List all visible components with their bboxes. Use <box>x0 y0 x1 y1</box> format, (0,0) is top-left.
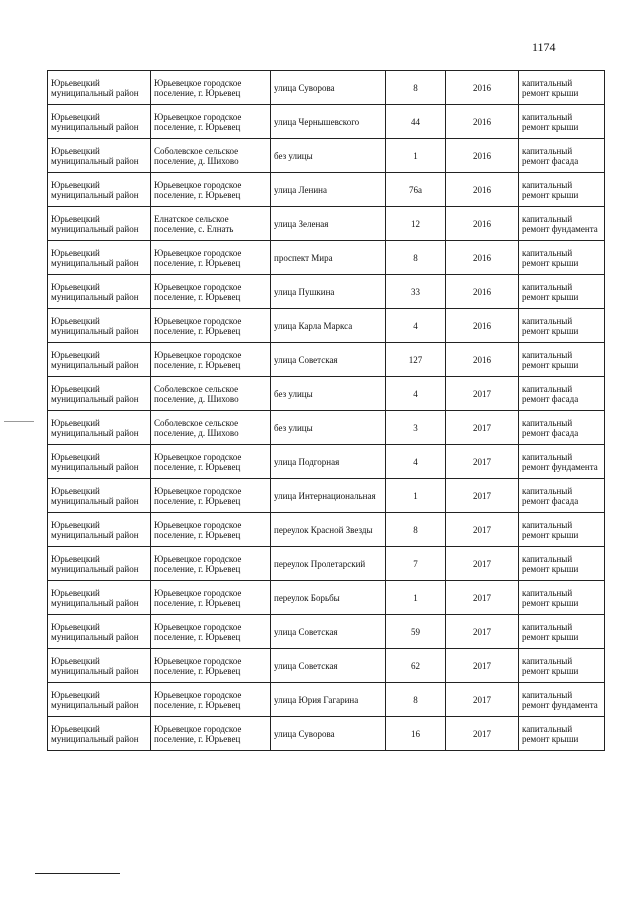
house-number-cell: 8 <box>386 241 446 275</box>
settlement-cell: Юрьевецкое городское поселение, г. Юрьевец <box>151 683 271 717</box>
settlement-cell: Юрьевецкое городское поселение, г. Юрьевец <box>151 275 271 309</box>
work-type-cell: капитальный ремонт крыши <box>519 275 605 309</box>
settlement-cell: Юрьевецкое городское поселение, г. Юрьевец <box>151 105 271 139</box>
settlement-cell: Соболевское сельское поселение, д. Шихово <box>151 411 271 445</box>
municipal-area-cell: Юрьевецкий муниципальный район <box>48 683 151 717</box>
table-row <box>48 615 605 649</box>
work-type-cell: капитальный ремонт фасада <box>519 411 605 445</box>
work-type-cell: капитальный ремонт крыши <box>519 173 605 207</box>
settlement-cell: Юрьевецкое городское поселение, г. Юрьевец <box>151 615 271 649</box>
table-row <box>48 411 605 445</box>
table-row <box>48 581 605 615</box>
street-cell: без улицы <box>271 411 386 445</box>
municipal-area-cell: Юрьевецкий муниципальный район <box>48 445 151 479</box>
work-type-cell: капитальный ремонт крыши <box>519 615 605 649</box>
table-row <box>48 207 605 241</box>
year-cell: 2016 <box>446 71 519 105</box>
municipal-area-cell: Юрьевецкий муниципальный район <box>48 649 151 683</box>
table-row <box>48 241 605 275</box>
street-cell: улица Ленина <box>271 173 386 207</box>
street-cell: улица Подгорная <box>271 445 386 479</box>
house-number-cell: 62 <box>386 649 446 683</box>
settlement-cell: Юрьевецкое городское поселение, г. Юрьевец <box>151 581 271 615</box>
street-cell: улица Интернациональная <box>271 479 386 513</box>
house-number-cell: 8 <box>386 71 446 105</box>
house-number-cell: 8 <box>386 683 446 717</box>
municipal-area-cell: Юрьевецкий муниципальный район <box>48 581 151 615</box>
street-cell: переулок Пролетарский <box>271 547 386 581</box>
street-cell: улица Юрия Гагарина <box>271 683 386 717</box>
scan-margin-mark <box>4 421 34 422</box>
table-row <box>48 275 605 309</box>
house-number-cell: 4 <box>386 445 446 479</box>
municipal-area-cell: Юрьевецкий муниципальный район <box>48 105 151 139</box>
table-row <box>48 445 605 479</box>
year-cell: 2016 <box>446 309 519 343</box>
year-cell: 2016 <box>446 275 519 309</box>
year-cell: 2017 <box>446 479 519 513</box>
work-type-cell: капитальный ремонт фасада <box>519 479 605 513</box>
house-number-cell: 12 <box>386 207 446 241</box>
settlement-cell: Юрьевецкое городское поселение, г. Юрьевец <box>151 71 271 105</box>
work-type-cell: капитальный ремонт фундамента <box>519 683 605 717</box>
work-type-cell: капитальный ремонт крыши <box>519 717 605 751</box>
table-row <box>48 649 605 683</box>
house-number-cell: 16 <box>386 717 446 751</box>
street-cell: без улицы <box>271 139 386 173</box>
house-number-cell: 8 <box>386 513 446 547</box>
year-cell: 2017 <box>446 581 519 615</box>
municipal-area-cell: Юрьевецкий муниципальный район <box>48 139 151 173</box>
building-repair-table <box>47 70 605 751</box>
house-number-cell: 1 <box>386 139 446 173</box>
municipal-area-cell: Юрьевецкий муниципальный район <box>48 411 151 445</box>
street-cell: улица Чернышевского <box>271 105 386 139</box>
settlement-cell: Юрьевецкое городское поселение, г. Юрьевец <box>151 649 271 683</box>
work-type-cell: капитальный ремонт крыши <box>519 241 605 275</box>
year-cell: 2017 <box>446 683 519 717</box>
street-cell: улица Зеленая <box>271 207 386 241</box>
house-number-cell: 76а <box>386 173 446 207</box>
work-type-cell: капитальный ремонт фундамента <box>519 445 605 479</box>
street-cell: улица Суворова <box>271 717 386 751</box>
page-number: 1174 <box>532 40 556 54</box>
table-row <box>48 513 605 547</box>
settlement-cell: Юрьевецкое городское поселение, г. Юрьевец <box>151 241 271 275</box>
municipal-area-cell: Юрьевецкий муниципальный район <box>48 377 151 411</box>
settlement-cell: Юрьевецкое городское поселение, г. Юрьевец <box>151 173 271 207</box>
municipal-area-cell: Юрьевецкий муниципальный район <box>48 717 151 751</box>
house-number-cell: 1 <box>386 479 446 513</box>
street-cell: улица Советская <box>271 615 386 649</box>
street-cell: проспект Мира <box>271 241 386 275</box>
house-number-cell: 7 <box>386 547 446 581</box>
street-cell: переулок Красной Звезды <box>271 513 386 547</box>
house-number-cell: 59 <box>386 615 446 649</box>
work-type-cell: капитальный ремонт крыши <box>519 309 605 343</box>
year-cell: 2017 <box>446 649 519 683</box>
municipal-area-cell: Юрьевецкий муниципальный район <box>48 479 151 513</box>
year-cell: 2017 <box>446 615 519 649</box>
table-row <box>48 309 605 343</box>
house-number-cell: 3 <box>386 411 446 445</box>
work-type-cell: капитальный ремонт фасада <box>519 139 605 173</box>
year-cell: 2016 <box>446 241 519 275</box>
municipal-area-cell: Юрьевецкий муниципальный район <box>48 547 151 581</box>
work-type-cell: капитальный ремонт фасада <box>519 377 605 411</box>
year-cell: 2016 <box>446 207 519 241</box>
work-type-cell: капитальный ремонт крыши <box>519 343 605 377</box>
settlement-cell: Юрьевецкое городское поселение, г. Юрьевец <box>151 445 271 479</box>
work-type-cell: капитальный ремонт крыши <box>519 513 605 547</box>
table-row <box>48 547 605 581</box>
house-number-cell: 4 <box>386 377 446 411</box>
municipal-area-cell: Юрьевецкий муниципальный район <box>48 71 151 105</box>
table-row <box>48 717 605 751</box>
footnote-rule <box>35 873 120 874</box>
municipal-area-cell: Юрьевецкий муниципальный район <box>48 207 151 241</box>
settlement-cell: Юрьевецкое городское поселение, г. Юрьевец <box>151 309 271 343</box>
settlement-cell: Юрьевецкое городское поселение, г. Юрьевец <box>151 513 271 547</box>
table-row <box>48 173 605 207</box>
work-type-cell: капитальный ремонт крыши <box>519 547 605 581</box>
settlement-cell: Юрьевецкое городское поселение, г. Юрьевец <box>151 717 271 751</box>
work-type-cell: капитальный ремонт фундамента <box>519 207 605 241</box>
street-cell: улица Карла Маркса <box>271 309 386 343</box>
house-number-cell: 33 <box>386 275 446 309</box>
house-number-cell: 1 <box>386 581 446 615</box>
year-cell: 2017 <box>446 411 519 445</box>
house-number-cell: 44 <box>386 105 446 139</box>
street-cell: улица Советская <box>271 343 386 377</box>
street-cell: переулок Борьбы <box>271 581 386 615</box>
municipal-area-cell: Юрьевецкий муниципальный район <box>48 513 151 547</box>
year-cell: 2017 <box>446 513 519 547</box>
settlement-cell: Юрьевецкое городское поселение, г. Юрьевец <box>151 547 271 581</box>
work-type-cell: капитальный ремонт крыши <box>519 649 605 683</box>
municipal-area-cell: Юрьевецкий муниципальный район <box>48 615 151 649</box>
settlement-cell: Юрьевецкое городское поселение, г. Юрьевец <box>151 479 271 513</box>
table-row <box>48 683 605 717</box>
year-cell: 2016 <box>446 105 519 139</box>
year-cell: 2017 <box>446 547 519 581</box>
street-cell: без улицы <box>271 377 386 411</box>
table-row <box>48 479 605 513</box>
street-cell: улица Пушкина <box>271 275 386 309</box>
year-cell: 2016 <box>446 139 519 173</box>
municipal-area-cell: Юрьевецкий муниципальный район <box>48 173 151 207</box>
house-number-cell: 4 <box>386 309 446 343</box>
settlement-cell: Соболевское сельское поселение, д. Шихово <box>151 377 271 411</box>
year-cell: 2016 <box>446 173 519 207</box>
table-body <box>48 71 605 751</box>
municipal-area-cell: Юрьевецкий муниципальный район <box>48 343 151 377</box>
year-cell: 2017 <box>446 717 519 751</box>
municipal-area-cell: Юрьевецкий муниципальный район <box>48 309 151 343</box>
work-type-cell: капитальный ремонт крыши <box>519 71 605 105</box>
settlement-cell: Юрьевецкое городское поселение, г. Юрьевец <box>151 343 271 377</box>
work-type-cell: капитальный ремонт крыши <box>519 105 605 139</box>
street-cell: улица Суворова <box>271 71 386 105</box>
settlement-cell: Елнатское сельское поселение, с. Елнать <box>151 207 271 241</box>
year-cell: 2017 <box>446 377 519 411</box>
street-cell: улица Советская <box>271 649 386 683</box>
municipal-area-cell: Юрьевецкий муниципальный район <box>48 275 151 309</box>
year-cell: 2016 <box>446 343 519 377</box>
table-row <box>48 105 605 139</box>
table-row <box>48 139 605 173</box>
work-type-cell: капитальный ремонт крыши <box>519 581 605 615</box>
year-cell: 2017 <box>446 445 519 479</box>
table-row <box>48 71 605 105</box>
table-row <box>48 343 605 377</box>
settlement-cell: Соболевское сельское поселение, д. Шихово <box>151 139 271 173</box>
house-number-cell: 127 <box>386 343 446 377</box>
municipal-area-cell: Юрьевецкий муниципальный район <box>48 241 151 275</box>
table-row <box>48 377 605 411</box>
